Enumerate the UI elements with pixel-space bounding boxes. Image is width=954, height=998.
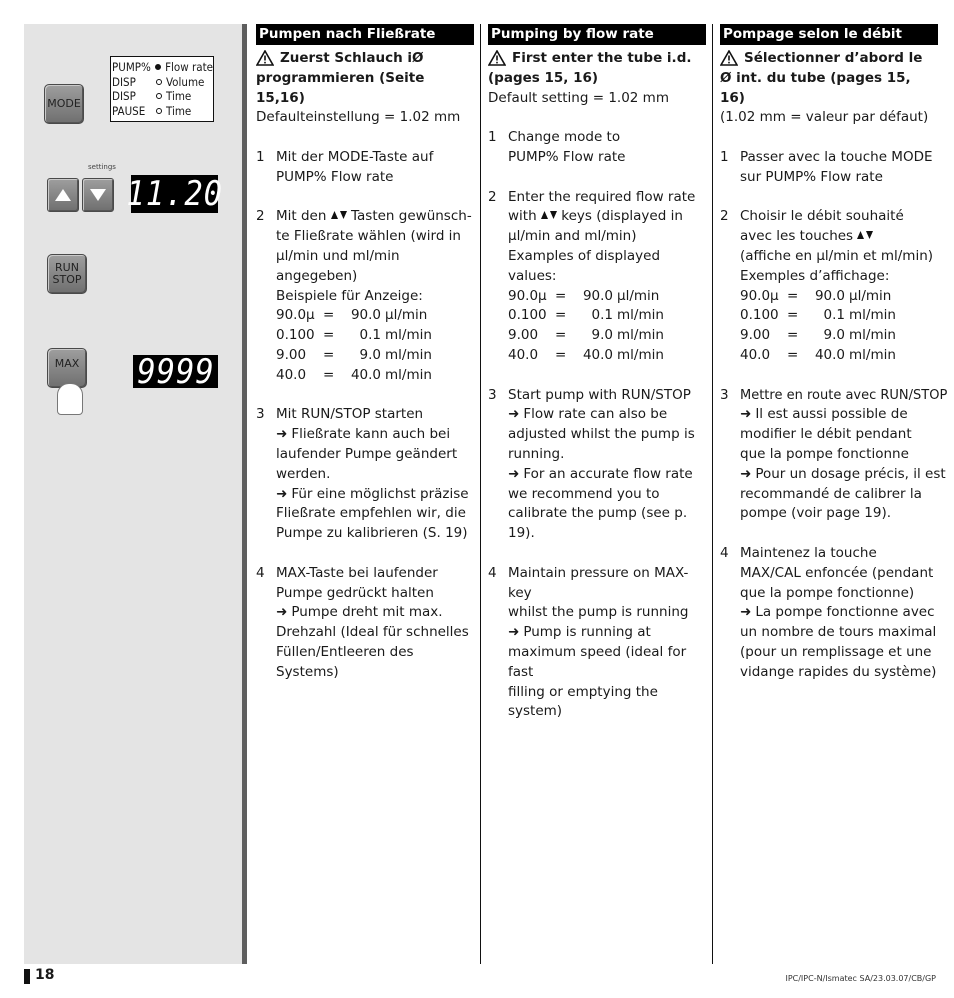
sidebar-divider — [242, 24, 247, 964]
selected-indicator-icon — [155, 64, 161, 70]
note-text: pompe (voir page 19). — [740, 505, 891, 522]
unselected-indicator-icon — [156, 108, 162, 114]
step-2 — [488, 188, 706, 366]
step-2 — [256, 207, 474, 385]
default-setting: (1.02 mm = valeur par défaut) — [720, 109, 929, 126]
flow-display-value: 11.20 — [126, 174, 223, 214]
example-cell: ml/min — [385, 366, 432, 383]
note-text: Pumpe zu kalibrieren (S. 19) — [276, 525, 468, 542]
legend-row — [112, 60, 213, 75]
note-text: filling or emptying the system) — [508, 683, 658, 720]
step-text: sur PUMP% Flow rate — [740, 168, 883, 185]
example-cell: 9.00 — [740, 327, 771, 344]
note-text: (pour un remplissage et une — [740, 643, 932, 660]
warning-block — [488, 49, 706, 69]
step-text: Maintenez la touche — [740, 544, 877, 561]
step-number: 4 — [720, 544, 729, 561]
step-text: MAX-Taste bei laufender — [276, 564, 438, 581]
document-code: IPC/IPC-N/Ismatec SA/23.03.07/CB/GP — [785, 974, 936, 983]
unselected-indicator-icon — [156, 79, 162, 85]
step-text: Mit der MODE-Taste auf — [276, 148, 434, 165]
example-cell: ml/min — [385, 346, 432, 363]
example-cell: 40.0 — [740, 346, 771, 363]
warning-triangle-icon — [720, 50, 738, 66]
note-text: werden. — [276, 465, 331, 482]
note-text: maximum speed (ideal for fast — [508, 643, 687, 680]
example-cell: 40.0 — [276, 366, 307, 383]
example-cell: 40.0 — [508, 346, 539, 363]
warning-triangle-icon — [488, 50, 506, 66]
step-4 — [256, 564, 474, 683]
example-cell: = — [555, 327, 567, 344]
up-down-keys-icon — [857, 231, 873, 240]
down-key — [82, 178, 114, 212]
section-header: Pompage selon le débit — [720, 24, 938, 45]
max-display — [133, 351, 218, 392]
example-cell: 90.0µ — [508, 287, 547, 304]
note-text: ➜ Flow rate can also be — [508, 405, 706, 425]
step-text-part: avec les touches — [740, 228, 854, 245]
example-cell: µl/min — [849, 287, 892, 304]
example-cell: = — [787, 327, 799, 344]
triangle-up-icon — [55, 189, 71, 201]
note-text: que la pompe fonctionne — [740, 445, 909, 462]
page-marker — [24, 969, 30, 984]
triangle-down-icon — [90, 189, 106, 201]
step-1 — [488, 128, 706, 168]
legend-label: Time — [166, 103, 192, 118]
step-text: Start pump with RUN/STOP — [508, 386, 691, 403]
example-cell: 40.0 — [814, 346, 845, 363]
note-text: un nombre de tours maximal — [740, 624, 937, 641]
step-text: Passer avec la touche MODE — [740, 148, 933, 165]
warning-text-line: Ø int. du tube (pages 15, 16) — [720, 69, 911, 106]
step-3 — [720, 386, 948, 525]
example-cell: ml/min — [849, 327, 896, 344]
legend-key: PAUSE — [112, 103, 146, 118]
example-cell: = — [555, 307, 567, 324]
step-text: te Fließrate wählen (wird in — [276, 228, 461, 245]
step-number: 4 — [488, 564, 497, 581]
example-cell: 0.100 — [740, 307, 779, 324]
stop-label: STOP — [52, 273, 82, 286]
example-cell: 40.0 — [350, 366, 381, 383]
step-number: 3 — [720, 386, 729, 403]
step-text: MAX/CAL enfoncée (pendant — [740, 564, 934, 581]
example-cell: ml/min — [617, 346, 664, 363]
note-text: adjusted whilst the pump is — [508, 426, 695, 443]
step-text: Beispiele für Anzeige: — [276, 287, 423, 304]
step-text — [276, 207, 474, 227]
settings-label: settings — [88, 163, 116, 171]
section-header: Pumpen nach Fließrate — [256, 24, 474, 45]
step-text-part: Tasten gewünsch- — [351, 208, 472, 225]
example-cell: ml/min — [385, 327, 432, 344]
example-cell: ml/min — [617, 307, 664, 324]
legend-label: Time — [166, 89, 192, 103]
example-cell: = — [787, 307, 799, 324]
note-text: ➜ Pour un dosage précis, il est — [740, 465, 947, 485]
note-text: calibrate the pump (see p. 19). — [508, 505, 688, 542]
column-divider — [712, 24, 713, 964]
unselected-indicator-icon — [156, 93, 162, 99]
section-header: Pumping by flow rate — [488, 24, 706, 45]
step-3 — [256, 405, 474, 544]
example-cell: = — [555, 346, 567, 363]
example-cell: µl/min — [617, 287, 660, 304]
legend-label: Flow rate — [165, 60, 213, 74]
step-text-part: with — [508, 208, 537, 225]
example-cell: 90.0 — [814, 287, 845, 304]
finger-press-icon — [57, 383, 83, 415]
step-text: Mit RUN/STOP starten — [276, 406, 424, 423]
flow-display — [126, 174, 223, 214]
step-number: 3 — [488, 386, 497, 403]
legend-key: DISP — [112, 89, 136, 103]
column-german — [256, 24, 474, 683]
max-display-value: 9999 — [136, 351, 215, 392]
step-number: 4 — [256, 564, 265, 581]
step-text: Maintain pressure on MAX-key — [508, 564, 689, 601]
legend-row — [112, 75, 213, 90]
page-number: 18 — [35, 967, 55, 983]
warning-text-line: (pages 15, 16) — [488, 69, 599, 86]
note-text: laufender Pumpe geändert — [276, 445, 458, 462]
warning-block — [720, 49, 938, 69]
mode-key: MODE — [44, 84, 84, 124]
legend-row — [112, 89, 213, 104]
step-text-part: keys (displayed in — [561, 208, 683, 225]
step-number: 2 — [256, 208, 265, 225]
example-cell: 0.1 — [591, 307, 613, 324]
legend-label: Volume — [166, 74, 205, 89]
examples-table — [276, 306, 474, 385]
note-text: ➜ Pumpe dreht mit max. — [276, 603, 474, 623]
note-text: ➜ Fließrate kann auch bei — [276, 425, 474, 445]
step-text: PUMP% Flow rate — [276, 168, 394, 185]
legend-row — [112, 104, 213, 119]
example-cell: ml/min — [617, 327, 664, 344]
step-text: µl/min and ml/min) — [508, 228, 637, 245]
step-4 — [488, 564, 706, 722]
example-cell: = — [787, 346, 799, 363]
run-stop-key — [47, 254, 87, 294]
note-text: vidange rapides du système) — [740, 663, 937, 680]
example-cell: = — [323, 346, 335, 363]
example-cell: 9.0 — [359, 346, 381, 363]
example-cell: 90.0µ — [740, 287, 779, 304]
example-cell: 0.1 — [359, 327, 381, 344]
step-text: whilst the pump is running — [508, 604, 689, 621]
step-text: Enter the required flow rate — [508, 188, 696, 205]
example-cell: = — [555, 287, 567, 304]
examples-table — [740, 287, 938, 366]
step-text: (affiche en µl/min et ml/min) — [740, 247, 934, 264]
step-text — [508, 207, 706, 227]
note-text: we recommend you to — [508, 485, 660, 502]
sidebar-panel — [24, 24, 242, 964]
run-stop-label — [53, 262, 82, 286]
step-number: 2 — [488, 188, 497, 205]
example-cell: ml/min — [849, 307, 896, 324]
note-text: Drehzahl (Ideal für schnelles — [276, 624, 469, 641]
default-setting: Default setting = 1.02 mm — [488, 89, 669, 106]
column-english — [488, 24, 706, 722]
run-label: RUN — [55, 261, 79, 274]
step-number: 1 — [488, 129, 497, 146]
note-text: ➜ Für eine möglichst präzise — [276, 485, 474, 505]
step-text: que la pompe fonctionne) — [740, 584, 915, 601]
note-text: ➜ For an accurate flow rate — [508, 465, 706, 485]
column-divider — [480, 24, 481, 964]
step-text — [740, 227, 938, 247]
example-cell: ml/min — [849, 346, 896, 363]
step-number: 3 — [256, 406, 265, 423]
step-number: 1 — [256, 148, 265, 165]
note-text: modifier le débit pendant — [740, 426, 912, 443]
warning-text-line: Sélectionner d’abord le — [744, 50, 923, 66]
legend-key: DISP — [112, 74, 136, 89]
example-cell: = — [323, 307, 335, 324]
examples-table — [508, 287, 706, 366]
note-text: Füllen/Entleeren des Systems) — [276, 643, 414, 680]
example-cell: 0.100 — [508, 307, 547, 324]
max-key: MAX — [47, 348, 87, 388]
step-text: Change mode to — [508, 129, 621, 146]
example-cell: 0.100 — [276, 327, 315, 344]
example-cell: 90.0 — [350, 307, 381, 324]
step-text: Examples of displayed values: — [508, 247, 661, 284]
example-cell: = — [323, 366, 335, 383]
example-cell: 90.0 — [582, 287, 613, 304]
step-text: Exemples d’affichage: — [740, 267, 890, 284]
example-cell: 9.00 — [508, 327, 539, 344]
note-text: running. — [508, 445, 565, 462]
note-text: Fließrate empfehlen wir, die — [276, 505, 466, 522]
warning-text-line: programmieren (Seite 15,16) — [256, 69, 425, 106]
example-cell: = — [787, 287, 799, 304]
warning-triangle-icon — [256, 50, 274, 66]
step-text: Choisir le débit souhaité — [740, 208, 904, 225]
note-text: recommandé de calibrer la — [740, 485, 922, 502]
example-cell: 90.0µ — [276, 307, 315, 324]
mode-legend — [110, 56, 214, 122]
step-text: Mettre en route avec RUN/STOP — [740, 387, 948, 403]
example-cell: 9.0 — [823, 327, 845, 344]
step-1 — [720, 148, 938, 188]
example-cell: 40.0 — [582, 346, 613, 363]
warning-text-line: First enter the tube i.d. — [512, 50, 692, 66]
step-3 — [488, 386, 706, 544]
step-number: 1 — [720, 148, 729, 165]
example-cell: µl/min — [385, 307, 428, 324]
example-cell: = — [323, 327, 335, 344]
step-text: PUMP% Flow rate — [508, 148, 626, 165]
warning-text-line: Zuerst Schlauch iØ — [280, 50, 424, 66]
legend-key: PUMP% — [112, 60, 151, 74]
step-text-part: Mit den — [276, 208, 327, 225]
up-down-keys-icon — [331, 211, 347, 220]
step-number: 2 — [720, 208, 729, 225]
step-2 — [720, 207, 938, 365]
step-text: Pumpe gedrückt halten — [276, 584, 434, 601]
warning-block — [256, 49, 474, 69]
column-french — [720, 24, 948, 683]
example-cell: 9.00 — [276, 346, 307, 363]
step-text: µl/min und ml/min angegeben) — [276, 247, 400, 284]
note-text: ➜ Il est aussi possible de — [740, 405, 947, 425]
step-4 — [720, 544, 938, 683]
note-text: ➜ La pompe fonctionne avec — [740, 603, 938, 623]
up-down-keys-icon — [541, 211, 557, 220]
example-cell: 0.1 — [823, 307, 845, 324]
note-text: ➜ Pump is running at — [508, 623, 706, 643]
up-key — [47, 178, 79, 212]
example-cell: 9.0 — [591, 327, 613, 344]
step-1 — [256, 148, 474, 188]
default-setting: Defaulteinstellung = 1.02 mm — [256, 109, 461, 126]
